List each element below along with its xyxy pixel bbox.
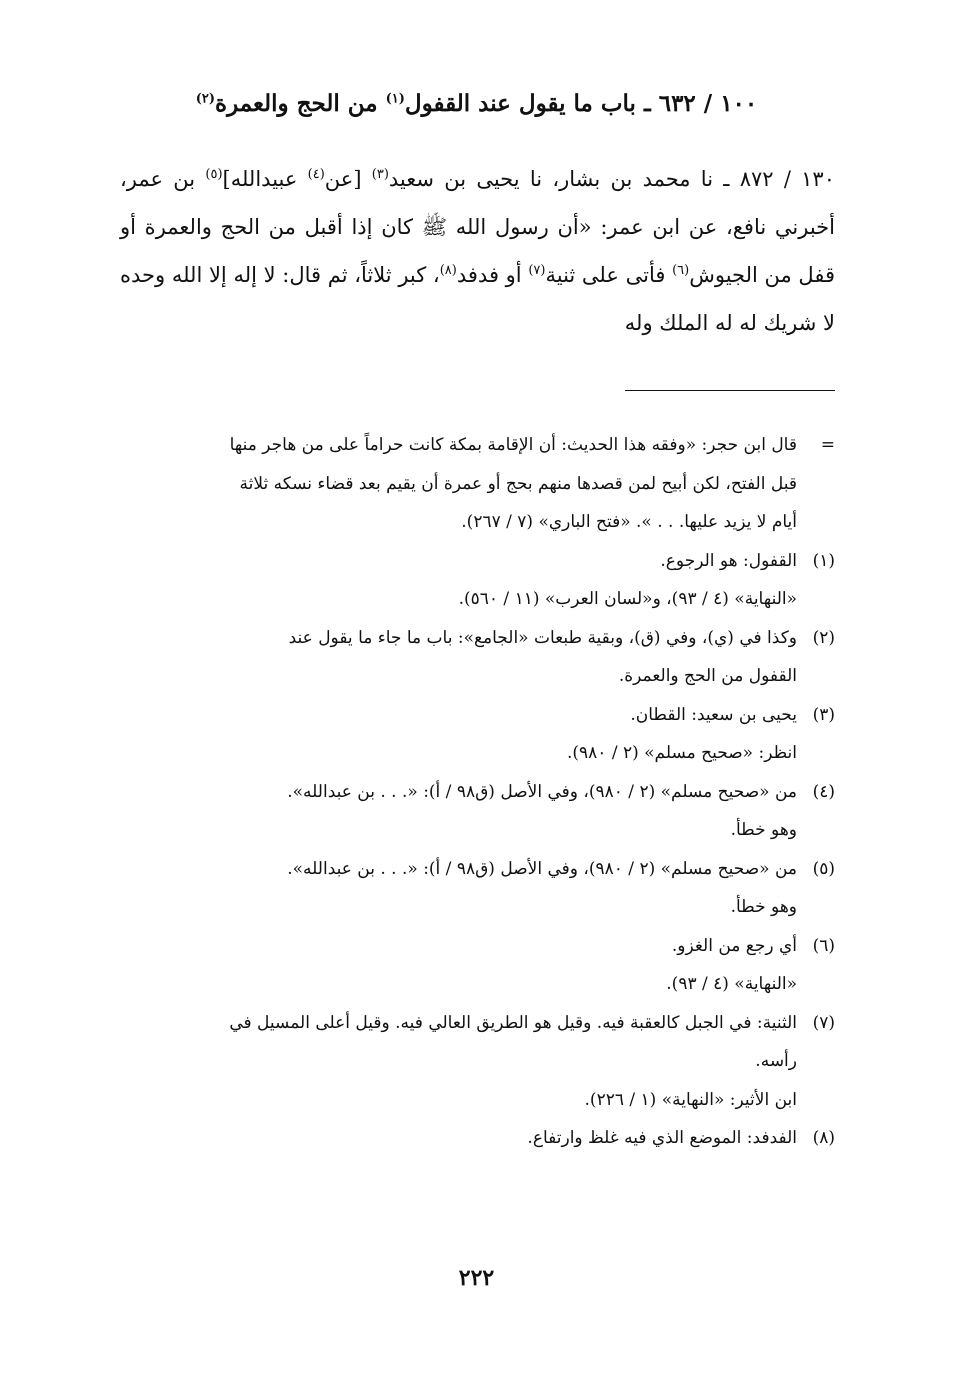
hadith-segment: أو فدفد (456, 263, 529, 287)
footnote-number: (٧) (812, 1012, 835, 1033)
footnote-ref: (٦) (672, 263, 690, 278)
footnote-row (115, 927, 835, 966)
footnote-body (115, 619, 797, 696)
footnote-line: وكذا في (ي)، وفي (ق)، وبقية طبعات «الجامع»: باب ما جاء ما يقول عند (288, 627, 797, 648)
footnote-number: (٣) (812, 704, 835, 725)
footnote-line: القفول: هو الرجوع. (660, 550, 797, 571)
hadith-segment: ١٣٠ / ٨٧٢ ـ نا محمد بن بشار، نا يحيى بن سعيد (388, 167, 835, 191)
footnote-number: (١) (812, 550, 835, 571)
footnote-source: ابن الأثير: «النهاية» (١ / ٢٢٦). (584, 1089, 797, 1110)
footnote-line: الفدفد: الموضع الذي فيه غلظ وارتفاع. (527, 1128, 797, 1148)
footnote-ref: (٣) (371, 167, 389, 182)
footnote-number: (٥) (812, 858, 835, 879)
footnote-item (115, 850, 835, 927)
hadith-segment: فأتى على ثنية (545, 263, 673, 287)
hadith-segment: بن عمر، أخبرني نافع، عن ابن عمر: «أن رسول الله ﷺ كان إذا أقبل من الحج والعمرة أو قفل من الجيوش (120, 167, 835, 287)
footnote-body (115, 1004, 797, 1081)
footnote-number: (٢) (812, 627, 835, 648)
footnote-item (115, 1004, 835, 1120)
footnote-divider (625, 390, 835, 391)
footnote-row (115, 1004, 835, 1081)
footnote-line: القفول من الحج والعمرة. (618, 666, 797, 686)
footnote-continuation (115, 426, 835, 542)
footnote-number: (٨) (812, 1128, 835, 1148)
footnote-item (115, 1119, 835, 1158)
footnote-number: (٤) (812, 781, 835, 802)
footnote-row (115, 542, 835, 581)
heading-ref-1: (١) (385, 91, 405, 107)
footnote-line: رأسه. (755, 1051, 797, 1071)
footnotes (115, 426, 835, 1158)
footnote-body (115, 773, 797, 850)
footnote-body (115, 850, 797, 927)
heading-text-2: من الحج والعمرة (215, 90, 386, 117)
footnote-item (115, 619, 835, 696)
footnote-line: من «صحيح مسلم» (٢ / ٩٨٠)، وفي الأصل (ق٩٨ / أ): «. . . بن عبدالله». (287, 781, 797, 802)
footnote-line: وهو خطأ. (730, 820, 797, 840)
continuation-mark: = (820, 435, 835, 455)
footnote-list (115, 542, 835, 1158)
footnote-ref: (٧) (528, 263, 546, 278)
footnote-body (115, 1119, 797, 1158)
footnote-line: يحيى بن سعيد: القطان. (630, 704, 797, 725)
footnote-body (115, 927, 797, 966)
footnote-line: قبل الفتح، لكن أبيح لمن قصدها منهم بحج أو عمرة أن يقيم بعد قضاء نسكه ثلاثة (239, 473, 797, 494)
footnote-item (115, 542, 835, 619)
page-number: ٢٢٢ (458, 1265, 495, 1291)
footnote-line: وهو خطأ. (730, 897, 797, 917)
footnote-row (115, 773, 835, 850)
footnote-number: (٦) (812, 935, 835, 956)
footnote-line: من «صحيح مسلم» (٢ / ٩٨٠)، وفي الأصل (ق٩٨ / أ): «. . . بن عبدالله». (287, 858, 797, 879)
footnote-line: أيام لا يزيد عليها. . . ». «فتح الباري» (٧ / ٢٦٧). (461, 512, 797, 532)
footnote-ref: (٤) (307, 167, 325, 182)
footnote-item (115, 773, 835, 850)
footnote-row (115, 619, 835, 696)
footnote-ref: (٥) (205, 167, 223, 182)
footnote-row (115, 1119, 835, 1158)
heading-ref-2: (٢) (195, 91, 216, 107)
heading-text: ١٠٠ / ٦٣٢ ـ باب ما يقول عند القفول (404, 90, 758, 117)
footnote-source: «النهاية» (٤ / ٩٣). (666, 974, 797, 994)
footnote-ref: (٨) (439, 263, 457, 278)
footnote-item (115, 696, 835, 773)
hadith-text (120, 155, 835, 347)
footnote-line: أي رجع من الغزو. (671, 935, 797, 956)
footnote-source: انظر: «صحيح مسلم» (٢ / ٩٨٠). (566, 743, 797, 763)
footnote-body (115, 696, 797, 735)
hadith-segment: [عن (324, 167, 372, 191)
footnote-row (115, 696, 835, 735)
hadith-paragraph (120, 155, 835, 347)
hadith-segment: ، كبر ثلاثاً، ثم قال: لا إله إلا الله وحده لا شريك له له الملك وله (120, 263, 835, 335)
footnote-line: قال ابن حجر: «وفقه هذا الحديث: أن الإقامة بمكة كانت حراماً على من هاجر منها (229, 435, 797, 455)
hadith-segment: عبيدالله] (222, 167, 308, 191)
footnote-body (115, 542, 797, 581)
footnote-row (115, 850, 835, 927)
chapter-heading (110, 88, 843, 120)
footnote-line: الثنية: في الجبل كالعقبة فيه. وقيل هو الطريق العالي فيه. وقيل أعلى المسيل في (229, 1012, 797, 1033)
footnote-item (115, 927, 835, 1004)
footnote-source: «النهاية» (٤ / ٩٣)، و«لسان العرب» (١١ / ٥٦٠). (458, 589, 797, 609)
